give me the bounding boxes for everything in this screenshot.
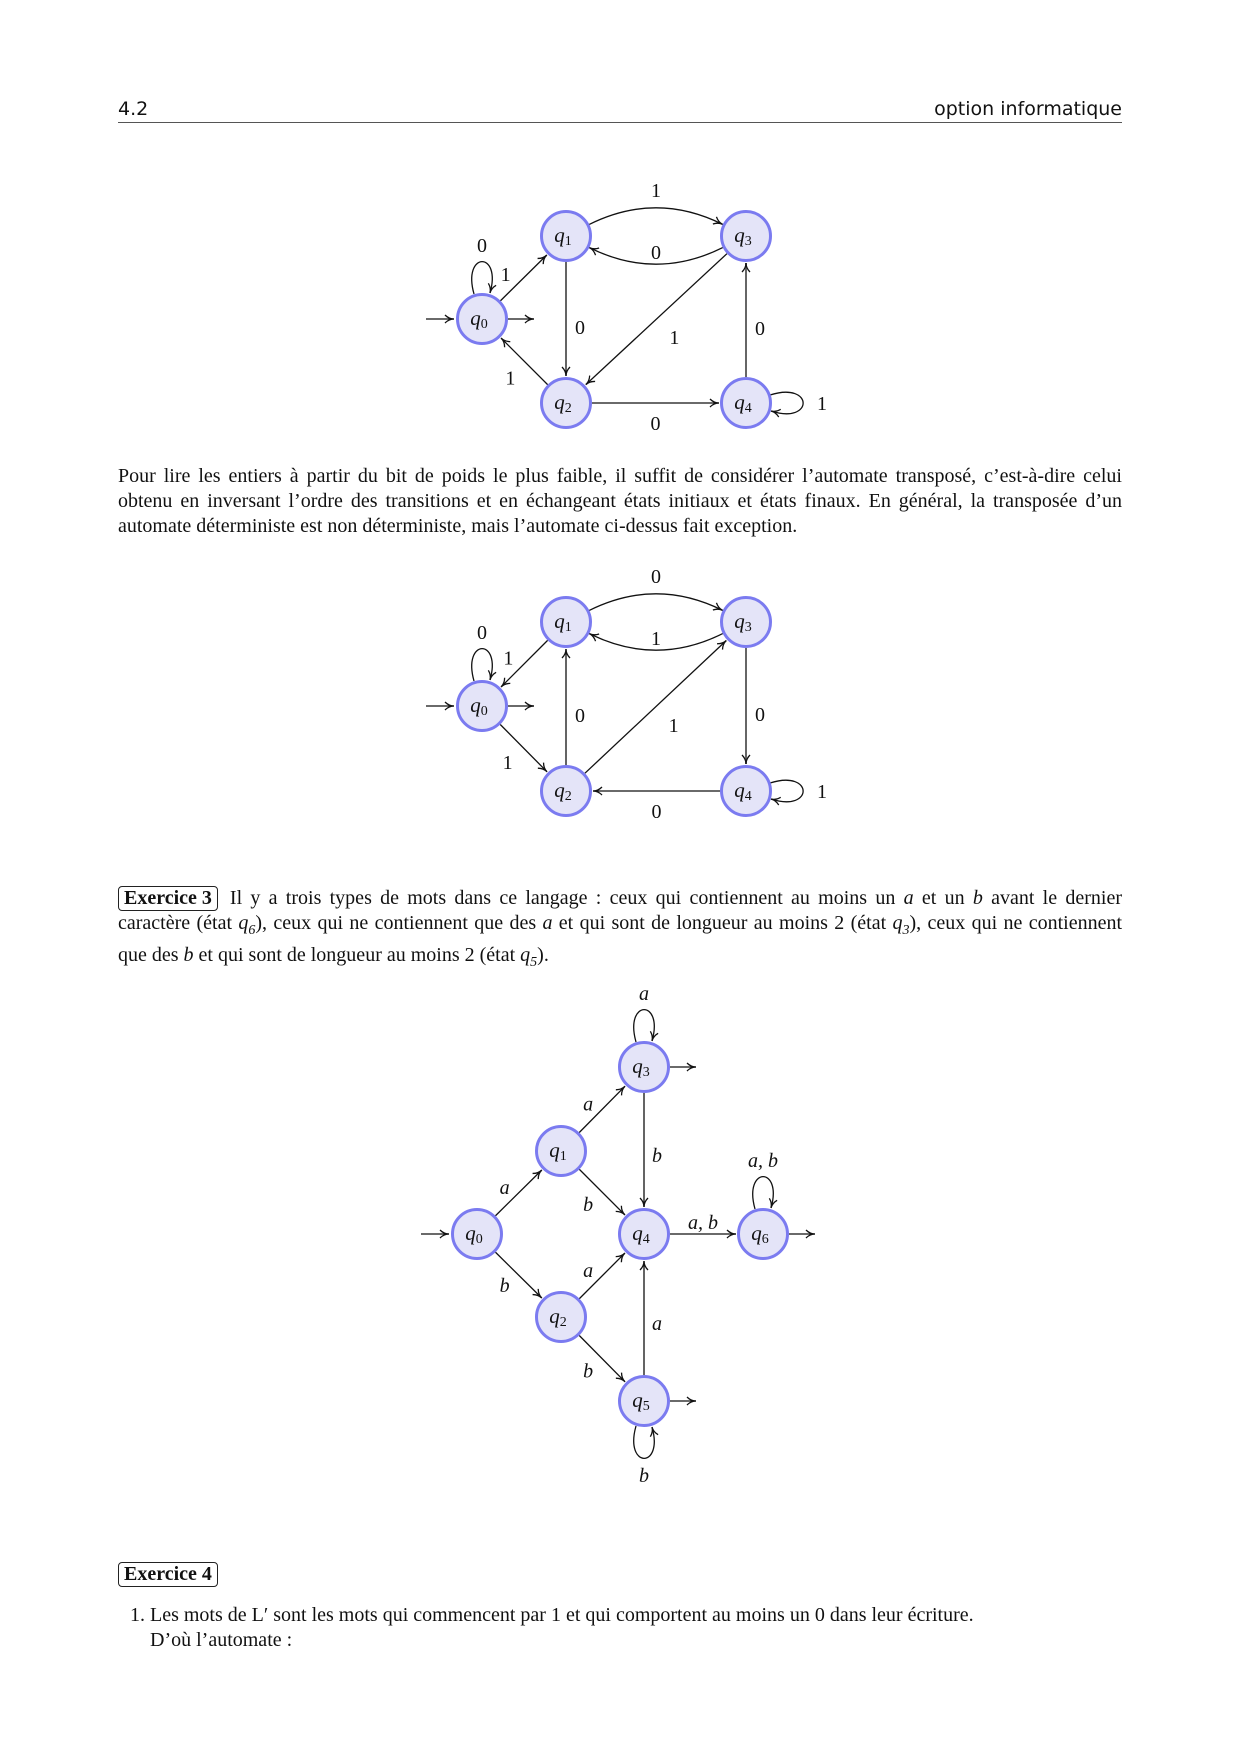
list-item (150, 1603, 1122, 1653)
transition-label: 0 (755, 704, 765, 726)
transition-label: a (639, 983, 649, 1005)
transition-label: 0 (650, 413, 661, 435)
exercice-4-heading (118, 1562, 1122, 1587)
state-label: q0 (465, 1221, 483, 1247)
exercice-3-body: Il y a trois types de mots dans ce langage : ceux qui contiennent au moins un a et un b avant le dernier caractère (état $q_6$), ceux qui ne contiennent que des a et qui sont de longueur au moins 2 (état $q_3$), ceux qui ne contiennent que des b et qui sont de longueur au moins 2 (état $q_5$). (118, 887, 1123, 970)
state-label: q3 (632, 1054, 650, 1080)
state-label: q2 (549, 1304, 567, 1330)
math-letter: a (542, 912, 553, 934)
header-title: option informatique (934, 98, 1122, 120)
state-q3 (620, 1043, 669, 1092)
transition-label: 0 (477, 622, 487, 644)
transition-label: 1 (817, 393, 827, 415)
state-label: q4 (734, 390, 752, 416)
transition-label: 0 (575, 317, 585, 339)
state-q1 (537, 1127, 586, 1176)
loop-edge (753, 1177, 774, 1209)
state-label: q6 (751, 1221, 769, 1247)
loop-edge (634, 1010, 655, 1042)
list-item-number: 1. (130, 1604, 145, 1626)
transition-label: 0 (651, 801, 662, 823)
state-q0 (453, 1210, 502, 1259)
transition-label: b (652, 1145, 662, 1167)
state-q5 (620, 1377, 669, 1426)
state-label: q0 (470, 306, 488, 332)
state-label: q2 (554, 390, 572, 416)
state-label: q0 (470, 693, 488, 719)
math-state: $q_3$ (892, 912, 910, 938)
transition-label: 0 (651, 242, 661, 265)
exercice-4-list (130, 1603, 1122, 1653)
transition-label: 1 (502, 752, 513, 775)
transition-label: 0 (755, 318, 765, 340)
math-letter: b (972, 887, 983, 909)
state-label: q4 (734, 778, 752, 804)
transition-label: a (583, 1093, 594, 1116)
state-label: q1 (554, 223, 572, 249)
state-label: q1 (554, 609, 572, 635)
transition-label: a (499, 1176, 510, 1199)
state-label: q1 (549, 1138, 567, 1164)
state-label: q3 (734, 223, 752, 249)
transition-label: a, b (688, 1212, 718, 1234)
transition-label: 1 (651, 179, 661, 202)
states (453, 1043, 788, 1426)
transition-label: 0 (575, 705, 585, 727)
math-letter: b (183, 944, 194, 966)
list-item-line2: D’où l’automate : (150, 1629, 293, 1651)
paragraph-transpose: Pour lire les entiers à partir du bit de poids le plus faible, il suffit de considérer l’automate transposé, c’est-à-dire celui obtenu en inversant l’ordre des transitions et en échangeant états initiaux et états finaux. En général, la transposée d’un automate déterministe est non déterministe, mais l’automate ci-dessus fait exception. (118, 465, 1122, 537)
transition-label: 1 (505, 367, 516, 390)
transition-label: a, b (748, 1150, 778, 1172)
transition-label: a (652, 1313, 662, 1335)
transition-label: 1 (651, 628, 661, 651)
transition-label: 1 (668, 714, 679, 737)
list-item-line1: Les mots de L′ sont les mots qui commencent par 1 et qui comportent au moins un 0 dans leur écriture. (150, 1604, 974, 1626)
transition-label: 1 (503, 647, 514, 670)
transition-label: 1 (817, 781, 827, 803)
exercice-3-label: Exercice 3 (118, 886, 218, 911)
state-label: q2 (554, 778, 572, 804)
transition-label: 1 (669, 327, 680, 350)
transition-label: b (639, 1465, 649, 1487)
state-label: q4 (632, 1221, 650, 1247)
transition-label: a (583, 1259, 594, 1282)
exercice-4-label: Exercice 4 (118, 1562, 218, 1587)
transition-label: b (583, 1360, 594, 1383)
transition-label: b (499, 1275, 510, 1298)
state-q4 (620, 1210, 669, 1259)
state-q6 (739, 1210, 788, 1259)
section-number: 4.2 (118, 98, 149, 120)
state-label: q5 (632, 1388, 650, 1414)
transition-label: 1 (500, 263, 511, 286)
transition-label: b (583, 1194, 594, 1217)
math-letter: a (903, 887, 914, 909)
state-q2 (537, 1293, 586, 1342)
state-label: q3 (734, 609, 752, 635)
transition-label: 0 (477, 235, 487, 257)
math-state: $q_5$ (520, 944, 538, 970)
loop-edge (634, 1426, 655, 1458)
math-state: $q_6$ (238, 912, 256, 938)
transition-label: 0 (651, 565, 661, 588)
